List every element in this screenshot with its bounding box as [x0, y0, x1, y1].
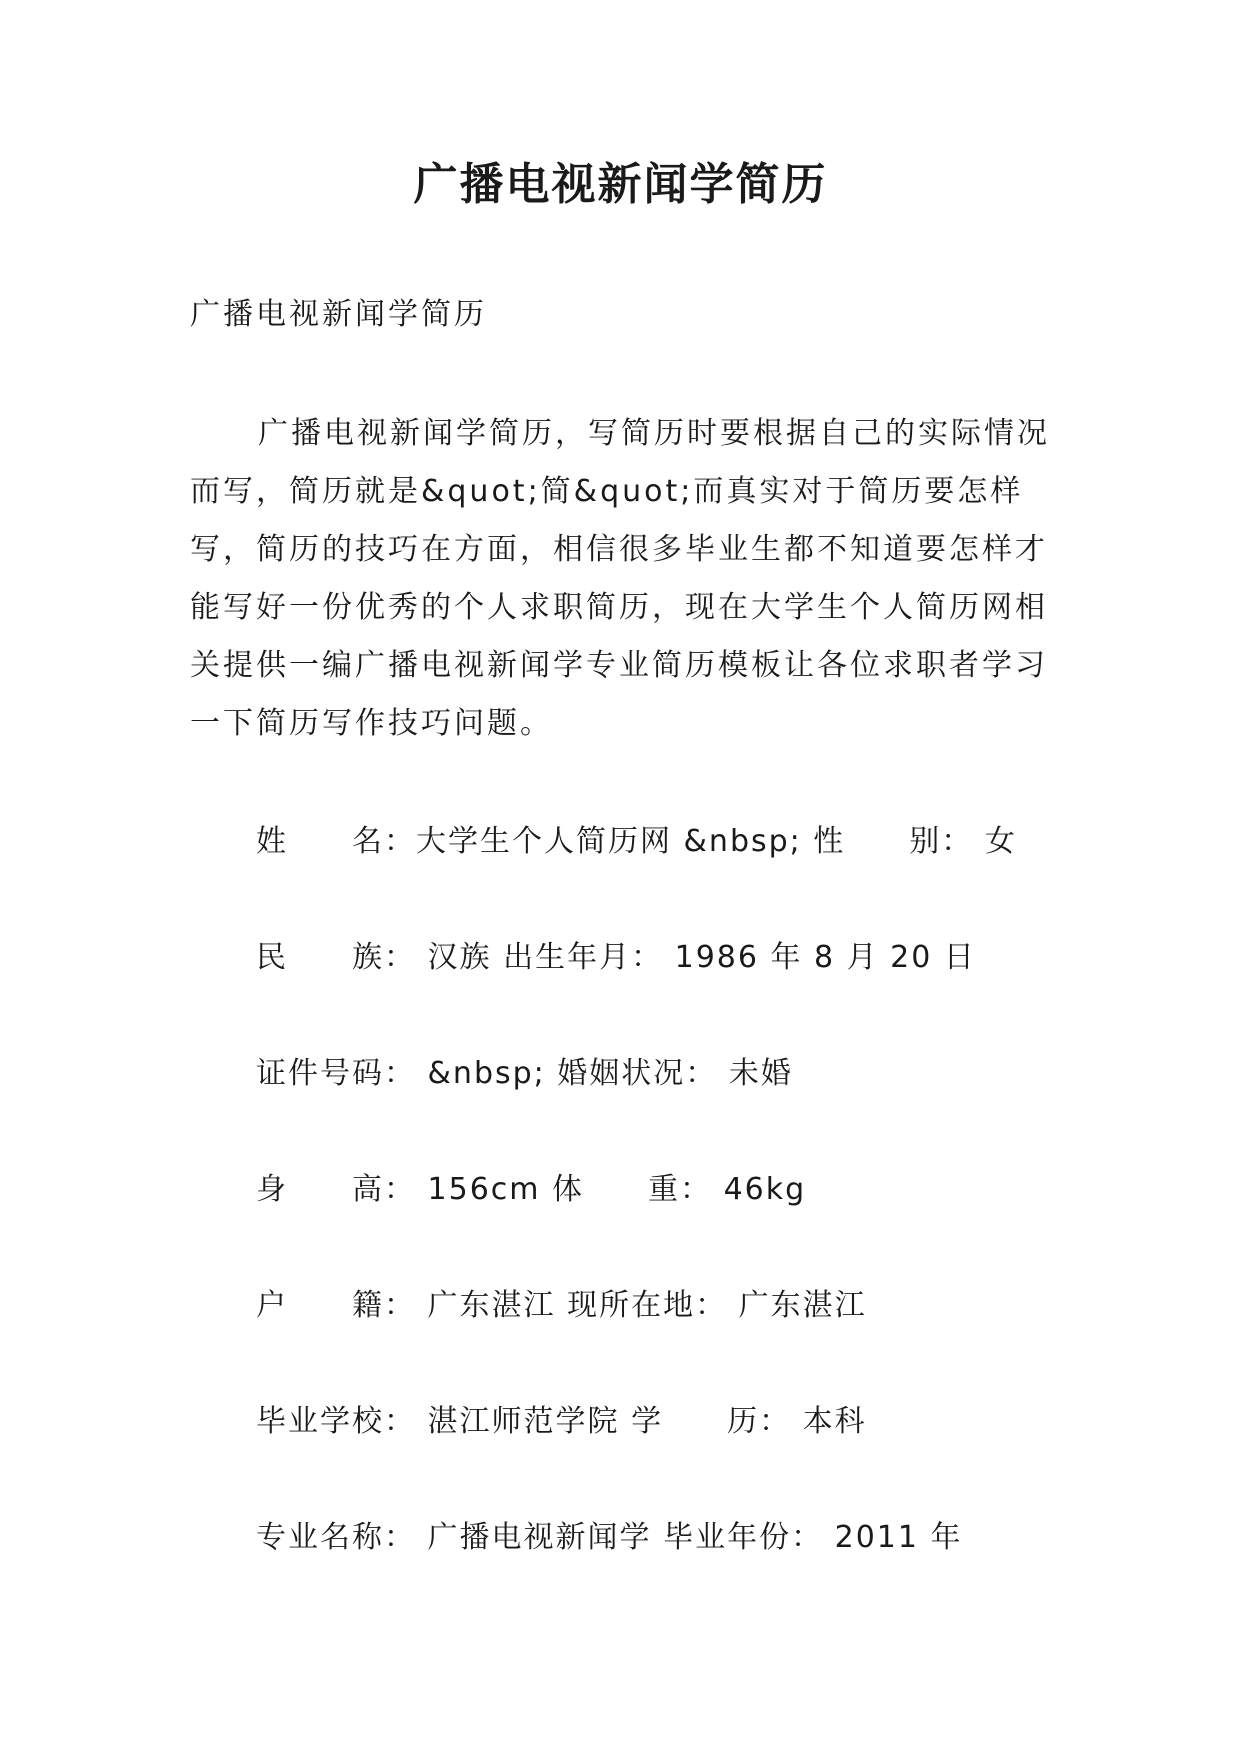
info-row-ethnicity-birthdate: 民 族： 汉族 出生年月： 1986 年 8 月 20 日 [256, 940, 976, 975]
intro-paragraph: 广播电视新闻学简历，写简历时要根据自己的实际情况而写，简历就是&quot;简&quot;而真实对于简历要怎样写，简历的技巧在方面，相信很多毕业生都不知道要怎样才能写好一份优秀的个人求职简历，现在大学生个人简历网相关提供一编广播电视新闻学专业简历模板让各位求职者学习一下简历写作技巧问题。 [190, 416, 1050, 741]
info-row-height-weight: 身 高： 156cm 体 重： 46kg [256, 1172, 807, 1207]
info-row-school-degree: 毕业学校： 湛江师范学院 学 历： 本科 [256, 1404, 867, 1439]
info-row-hukou-location: 户 籍： 广东湛江 现所在地： 广东湛江 [256, 1288, 867, 1323]
info-row-id-marital: 证件号码： &nbsp; 婚姻状况： 未婚 [256, 1056, 793, 1091]
document-subtitle: 广播电视新闻学简历 [190, 297, 487, 332]
info-row-name-gender: 姓 名：大学生个人简历网 &nbsp; 性 别： 女 [256, 824, 1017, 859]
info-row-major-gradyear: 专业名称： 广播电视新闻学 毕业年份： 2011 年 [256, 1520, 963, 1555]
document-title: 广播电视新闻学简历 [413, 159, 828, 210]
